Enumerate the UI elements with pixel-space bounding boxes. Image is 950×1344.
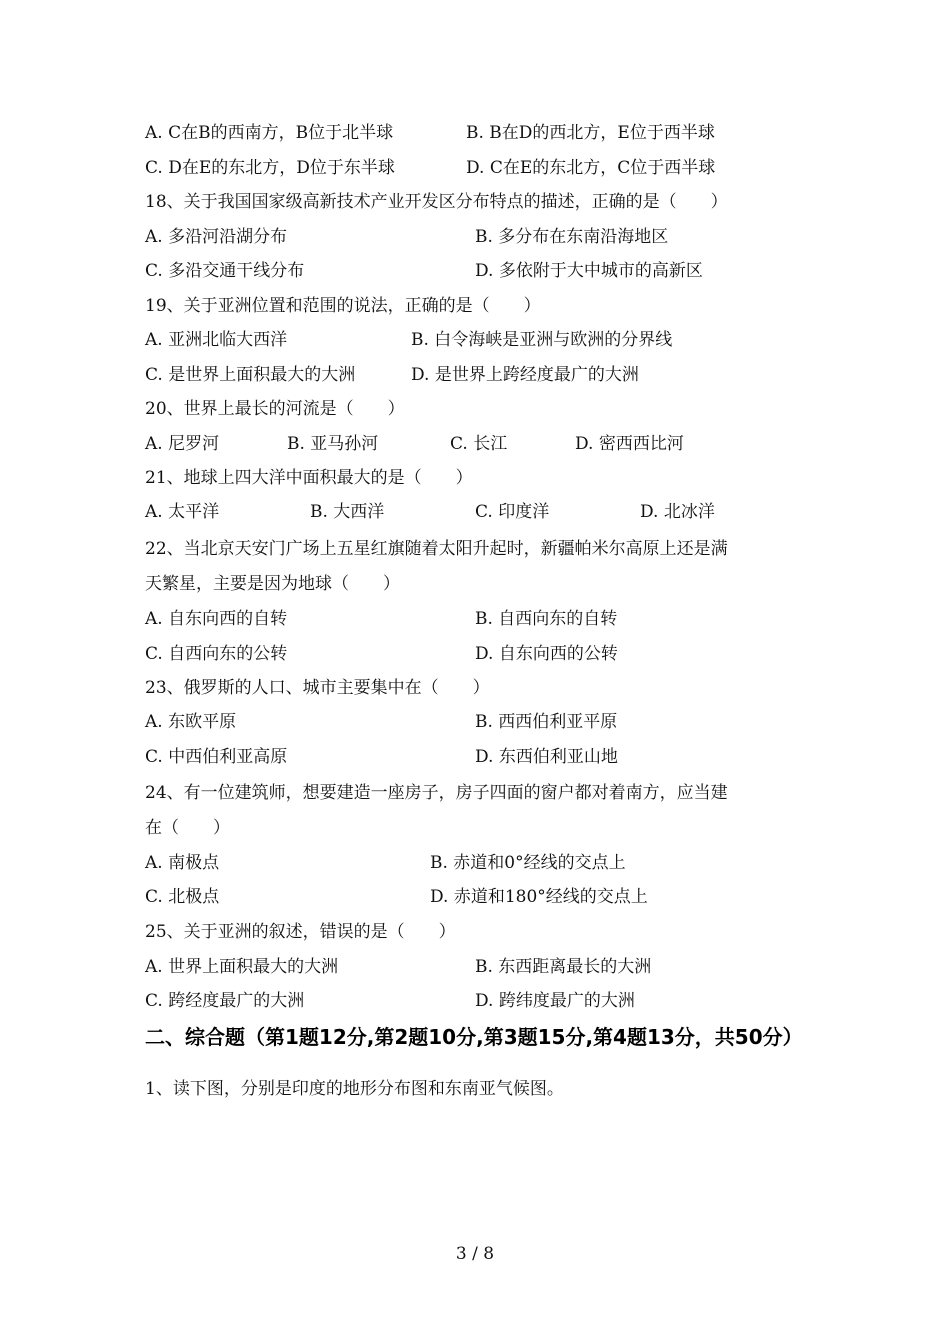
q18-option-c: C. 多沿交通干线分布 bbox=[145, 261, 305, 281]
q22-stem-line1: 22、当北京天安门广场上五星红旗随着太阳升起时，新疆帕米尔高原上还是满 bbox=[145, 539, 728, 559]
q19-option-a: A. 亚洲北临大西洋 bbox=[145, 330, 288, 350]
q22-option-a: A. 自东向西的自转 bbox=[145, 609, 288, 629]
q17-option-b: B. B在D的西北方，E位于西半球 bbox=[466, 123, 715, 143]
q24-stem-line1: 24、有一位建筑师，想要建造一座房子，房子四面的窗户都对着南方，应当建 bbox=[145, 783, 728, 803]
q21-option-d: D. 北冰洋 bbox=[640, 502, 715, 522]
q23-option-a: A. 东欧平原 bbox=[145, 712, 237, 732]
q22-option-b: B. 自西向东的自转 bbox=[475, 609, 618, 629]
q21-stem: 21、地球上四大洋中面积最大的是（ ） bbox=[145, 468, 473, 488]
section-title: 二、综合题（第1题12分,第2题10分,第3题15分,第4题13分，共50分） bbox=[145, 1025, 803, 1049]
q20-option-d: D. 密西西比河 bbox=[575, 434, 684, 454]
q21-option-a: A. 太平洋 bbox=[145, 502, 220, 522]
q17-option-d: D. C在E的东北方，C位于西半球 bbox=[466, 158, 716, 178]
q21-option-c: C. 印度洋 bbox=[475, 502, 550, 522]
q18-option-b: B. 多分布在东南沿海地区 bbox=[475, 227, 669, 247]
q18-stem: 18、关于我国国家级高新技术产业开发区分布特点的描述，正确的是（ ） bbox=[145, 192, 728, 212]
q24-option-b: B. 赤道和0°经线的交点上 bbox=[430, 853, 626, 873]
q23-option-b: B. 西西伯利亚平原 bbox=[475, 712, 618, 732]
q24-option-d: D. 赤道和180°经线的交点上 bbox=[430, 887, 648, 907]
section2-q1-stem: 1、读下图，分别是印度的地形分布图和东南亚气候图。 bbox=[145, 1079, 564, 1099]
q23-option-c: C. 中西伯利亚高原 bbox=[145, 747, 288, 767]
q19-option-b: B. 白令海峡是亚洲与欧洲的分界线 bbox=[411, 330, 673, 350]
q19-stem: 19、关于亚洲位置和范围的说法，正确的是（ ） bbox=[145, 296, 541, 316]
q18-option-d: D. 多依附于大中城市的高新区 bbox=[475, 261, 703, 281]
q21-option-b: B. 大西洋 bbox=[310, 502, 385, 522]
q22-option-c: C. 自西向东的公转 bbox=[145, 644, 288, 664]
q20-option-b: B. 亚马孙河 bbox=[287, 434, 379, 454]
q25-option-c: C. 跨经度最广的大洲 bbox=[145, 991, 305, 1011]
q18-option-a: A. 多沿河沿湖分布 bbox=[145, 227, 288, 247]
q17-option-c: C. D在E的东北方，D位于东半球 bbox=[145, 158, 395, 178]
q22-stem-line2: 天繁星，主要是因为地球（ ） bbox=[145, 574, 400, 594]
q22-option-d: D. 自东向西的公转 bbox=[475, 644, 618, 664]
q19-option-c: C. 是世界上面积最大的大洲 bbox=[145, 365, 356, 385]
q20-option-c: C. 长江 bbox=[450, 434, 508, 454]
q20-stem: 20、世界上最长的河流是（ ） bbox=[145, 399, 405, 419]
q24-option-c: C. 北极点 bbox=[145, 887, 220, 907]
q24-option-a: A. 南极点 bbox=[145, 853, 220, 873]
q23-option-d: D. 东西伯利亚山地 bbox=[475, 747, 618, 767]
q25-stem: 25、关于亚洲的叙述，错误的是（ ） bbox=[145, 922, 456, 942]
page-number: 3 / 8 bbox=[455, 1244, 495, 1264]
q25-option-b: B. 东西距离最长的大洲 bbox=[475, 957, 652, 977]
q20-option-a: A. 尼罗河 bbox=[145, 434, 220, 454]
q19-option-d: D. 是世界上跨经度最广的大洲 bbox=[411, 365, 639, 385]
q23-stem: 23、俄罗斯的人口、城市主要集中在（ ） bbox=[145, 678, 490, 698]
q25-option-a: A. 世界上面积最大的大洲 bbox=[145, 957, 339, 977]
q17-option-a: A. C在B的西南方，B位于北半球 bbox=[145, 123, 394, 143]
q24-stem-line2: 在（ ） bbox=[145, 818, 230, 838]
q25-option-d: D. 跨纬度最广的大洲 bbox=[475, 991, 635, 1011]
